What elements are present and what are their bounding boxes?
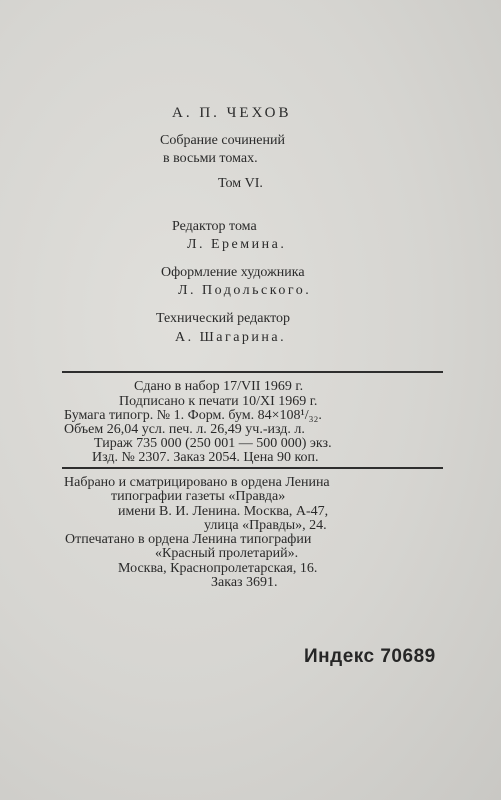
print-line-6: Изд. № 2307. Заказ 2054. Цена 90 коп.: [92, 450, 319, 465]
volume-editor-label: Редактор тома: [172, 219, 257, 234]
design-label: Оформление художника: [161, 265, 305, 280]
author-name: А. П. ЧЕХОВ: [172, 105, 292, 121]
print-line-3: Бумага типогр. № 1. Форм. бум. 84×108¹/₃₂.: [64, 408, 322, 423]
design-name: Л. Подольского.: [178, 283, 312, 298]
work-title-line2: в восьми томах.: [163, 151, 258, 166]
printer-line-7: Москва, Краснопролетарская, 16.: [118, 561, 318, 576]
tech-editor-label: Технический редактор: [156, 311, 291, 326]
work-title-line1: Собрание сочинений: [160, 133, 285, 148]
index-stamp: Индекс 70689: [304, 646, 436, 667]
printer-line-8: Заказ 3691.: [211, 575, 278, 590]
volume-editor-name: Л. Еремина.: [187, 237, 287, 252]
print-line-4: Объем 26,04 усл. печ. л. 26,49 уч.-изд. л.: [64, 422, 305, 437]
tech-editor-name: А. Шагарина.: [175, 330, 287, 345]
printer-line-1: Набрано и сматрицировано в ордена Ленина: [64, 475, 330, 490]
divider-bottom: [62, 467, 443, 469]
printer-line-4: улица «Правды», 24.: [204, 518, 327, 533]
print-line-1: Сдано в набор 17/VII 1969 г.: [134, 379, 304, 394]
printer-line-2: типографии газеты «Правда»: [111, 489, 286, 504]
print-line-2: Подписано к печати 10/XI 1969 г.: [119, 394, 318, 409]
printer-line-6: «Красный пролетарий».: [155, 546, 299, 561]
printer-line-5: Отпечатано в ордена Ленина типографии: [65, 532, 312, 547]
print-line-5: Тираж 735 000 (250 001 — 500 000) экз.: [94, 436, 332, 451]
divider-top: [62, 371, 443, 373]
printer-line-3: имени В. И. Ленина. Москва, А-47,: [118, 504, 329, 519]
volume-number: Том VI.: [218, 176, 263, 191]
